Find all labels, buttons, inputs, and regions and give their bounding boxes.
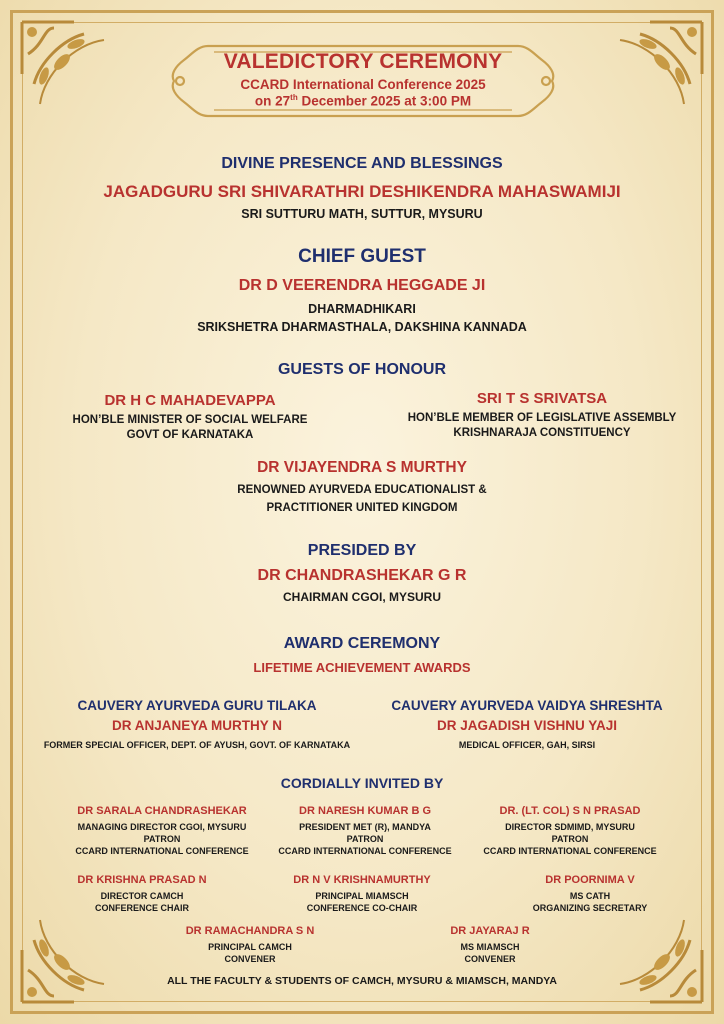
invited-heading: CORDIALLY INVITED BY — [280, 775, 444, 791]
invitee-name: DR SARALA CHANDRASHEKAR — [77, 805, 247, 817]
header — [168, 50, 558, 109]
invitee-role: PATRON — [143, 834, 181, 844]
invitee-role: CCARD INTERNATIONAL CONFERENCE — [278, 846, 452, 856]
award-left-name: DR ANJANEYA MURTHY N — [111, 718, 283, 733]
invitee-poornima — [500, 874, 680, 913]
award-subheading: LIFETIME ACHIEVEMENT AWARDS — [253, 660, 471, 675]
invitee-role: CONVENER — [464, 954, 516, 964]
honour-center-name: DR VIJAYENDRA S MURTHY — [257, 459, 467, 476]
honour-heading: GUESTS OF HONOUR — [277, 361, 446, 378]
honour-right-name: SRI T S SRIVATSA — [476, 390, 608, 407]
presided-heading: PRESIDED BY — [307, 542, 417, 559]
invitee-ramachandra — [150, 925, 350, 964]
invitee-role: DIRECTOR CAMCH — [100, 891, 184, 901]
award-left-line1: FORMER SPECIAL OFFICER, DEPT. OF AYUSH, GOVT. OF KARNATAKA — [43, 740, 351, 750]
honour-center-line1: RENOWNED AYURVEDA EDUCATIONALIST & — [237, 484, 487, 496]
invited-footer: ALL THE FACULTY & STUDENTS OF CAMCH, MYSURU & MIAMSCH, MANDYA — [167, 975, 557, 987]
presided-line1: CHAIRMAN CGOI, MYSURU — [283, 590, 441, 604]
chief-name: DR D VEERENDRA HEGGADE JI — [238, 277, 486, 294]
award-left-title: CAUVERY AYURVEDA GURU TILAKA — [77, 698, 317, 713]
conference-name: CCARD International Conference 2025 — [240, 77, 486, 92]
honour-right-line2: KRISHNARAJA CONSTITUENCY — [453, 427, 631, 439]
invitee-name: DR N V KRISHNAMURTHY — [293, 874, 431, 886]
invitee-role: CCARD INTERNATIONAL CONFERENCE — [75, 846, 249, 856]
invitee-role: CONFERENCE CO-CHAIR — [306, 903, 418, 913]
honour-left-name: DR H C MAHADEVAPPA — [104, 392, 276, 409]
invitee-role: PRINCIPAL CAMCH — [208, 942, 292, 952]
honour-guest-left — [20, 392, 360, 441]
chief-line1: DHARMADHIKARI — [308, 302, 416, 316]
award-right-title: CAUVERY AYURVEDA VAIDYA SHRESHTA — [391, 698, 663, 713]
award-right-line1: MEDICAL OFFICER, GAH, SIRSI — [458, 740, 596, 750]
corner-ornament-icon — [14, 14, 134, 134]
invitee-role: MS MIAMSCH — [460, 942, 520, 952]
invitee-krishna-prasad — [52, 874, 232, 913]
award-left — [22, 698, 372, 750]
invitee-naresh — [260, 805, 470, 856]
ceremony-title: VALEDICTORY CEREMONY — [223, 50, 503, 73]
honour-guest-right — [370, 390, 714, 439]
invitee-role: ORGANIZING SECRETARY — [532, 903, 648, 913]
invitee-jayaraj — [400, 925, 580, 964]
honour-center-line2: PRACTITIONER UNITED KINGDOM — [266, 502, 458, 514]
invitee-role: PATRON — [551, 834, 589, 844]
divine-name: JAGADGURU SRI SHIVARATHRI DESHIKENDRA MAHASWAMIJI — [103, 182, 621, 201]
invitee-role: MS CATH — [569, 891, 611, 901]
invitee-name: DR POORNIMA V — [545, 874, 635, 886]
divine-line1: SRI SUTTURU MATH, SUTTUR, MYSURU — [241, 207, 483, 221]
invitee-krishnamurthy — [262, 874, 462, 913]
invitee-role: CONFERENCE CHAIR — [94, 903, 189, 913]
invitee-name: DR KRISHNA PRASAD N — [77, 874, 207, 886]
invitee-role: DIRECTOR SDMIMD, MYSURU — [505, 822, 635, 832]
invitee-name: DR RAMACHANDRA S N — [185, 925, 315, 937]
invitee-name: DR NARESH KUMAR B G — [299, 805, 431, 817]
invitee-role: CONVENER — [224, 954, 276, 964]
award-right-name: DR JAGADISH VISHNU YAJI — [436, 718, 618, 733]
divine-heading: DIVINE PRESENCE AND BLESSINGS — [221, 155, 503, 172]
invitee-sarala — [52, 805, 272, 856]
award-right — [372, 698, 682, 750]
invitee-role: PRINCIPAL MIAMSCH — [315, 891, 409, 901]
award-heading: AWARD CEREMONY — [283, 635, 441, 652]
honour-left-line1: HON’BLE MINISTER OF SOCIAL WELFARE — [72, 414, 308, 426]
presided-name: DR CHANDRASHEKAR G R — [257, 567, 467, 584]
chief-line2: SRIKSHETRA DHARMASTHALA, DAKSHINA KANNADA — [197, 320, 527, 334]
invitee-name: DR. (LT. COL) S N PRASAD — [499, 805, 641, 817]
chief-heading: CHIEF GUEST — [298, 246, 426, 267]
event-date: on 27th December 2025 at 3:00 PM — [254, 93, 472, 109]
invitee-prasad — [460, 805, 680, 856]
honour-right-line1: HON’BLE MEMBER OF LEGISLATIVE ASSEMBLY — [407, 412, 677, 424]
invitee-name: DR JAYARAJ R — [450, 925, 530, 937]
invitee-role: MANAGING DIRECTOR CGOI, MYSURU — [77, 822, 247, 832]
invitee-role: PRESIDENT MET (R), MANDYA — [299, 822, 431, 832]
corner-ornament-icon — [590, 14, 710, 134]
honour-left-line2: GOVT OF KARNATAKA — [126, 429, 254, 441]
invitee-role: CCARD INTERNATIONAL CONFERENCE — [483, 846, 657, 856]
invitee-role: PATRON — [346, 834, 384, 844]
